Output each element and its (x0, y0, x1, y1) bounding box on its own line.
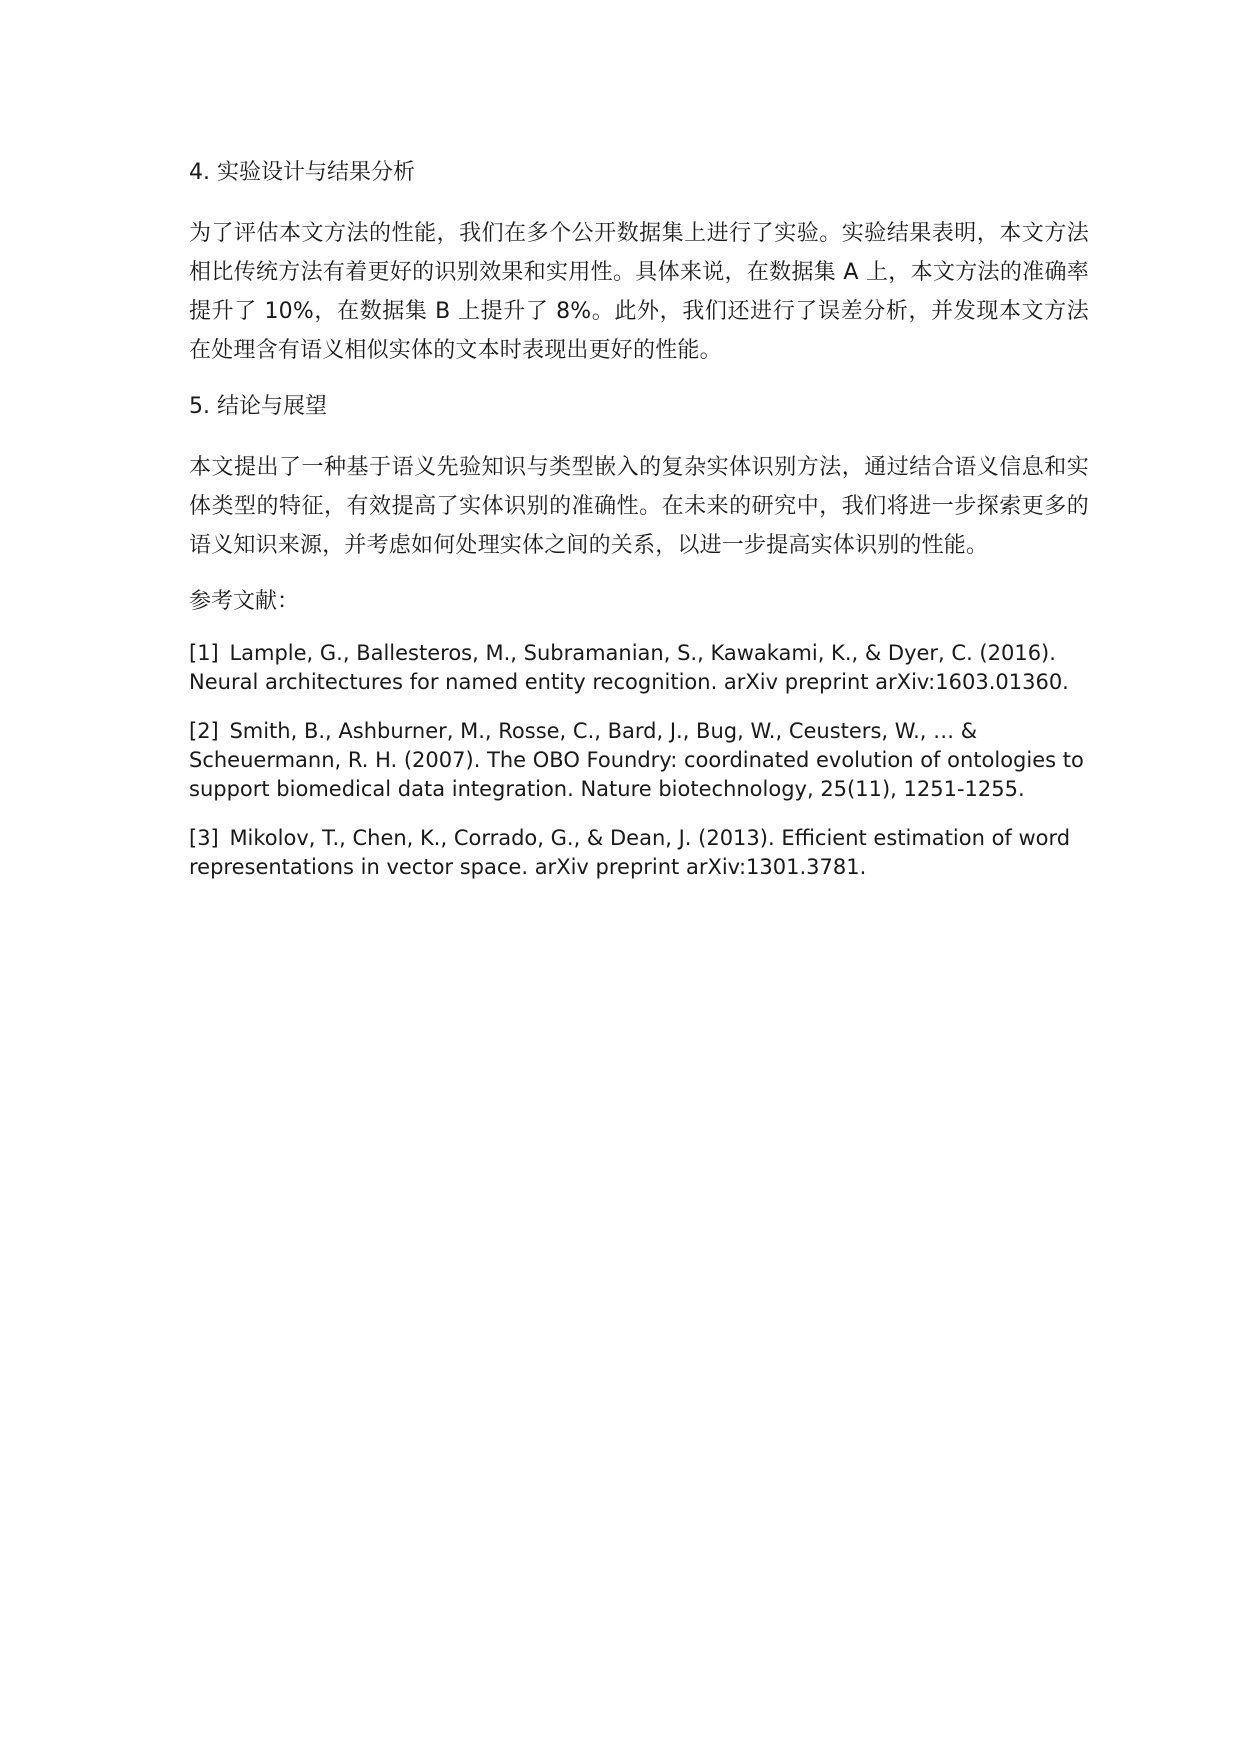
reference-number: [3] (189, 826, 219, 850)
reference-text: Lample, G., Ballesteros, M., Subramanian, S., Kawakami, K., & Dyer, C. (2016). Neural architectures for named entity recognition. arXiv preprint arXiv:1603.01360. (189, 641, 1069, 694)
reference-number: [2] (189, 719, 219, 743)
reference-text: Mikolov, T., Chen, K., Corrado, G., & Dean, J. (2013). Efficient estimation of word representations in vector space. arXiv preprint arXiv:1301.3781. (189, 826, 1071, 879)
references-title: 参考文献： (189, 589, 300, 614)
section-heading-experiments: 4. 实验设计与结果分析 (189, 160, 415, 185)
section-paragraph-experiments: 为了评估本文方法的性能，我们在多个公开数据集上进行了实验。实验结果表明，本文方法相比传统方法有着更好的识别效果和实用性。具体来说，在数据集 A 上，本文方法的准确率提升了 10%，在数据集 B 上提升了 8%。此外，我们还进行了误差分析，并发现本文方法在处理含有语义相似实体的文本时表现出更好的性能。 (189, 221, 1089, 363)
document-page (189, 158, 1089, 902)
reference-number: [1] (189, 641, 219, 665)
reference-item (189, 717, 1089, 804)
reference-item (189, 824, 1089, 882)
section-heading-conclusion: 5. 结论与展望 (189, 394, 327, 419)
reference-item (189, 639, 1089, 697)
reference-text: Smith, B., Ashburner, M., Rosse, C., Bard, J., Bug, W., Ceusters, W., … & Scheuermann, R. H. (2007). The OBO Foundry: coordinated evolution of ontologies to support biomedical data integration. Nature biotechnology, 25(11), 1251-1255. (189, 719, 1084, 801)
section-paragraph-conclusion: 本文提出了一种基于语义先验知识与类型嵌入的复杂实体识别方法，通过结合语义信息和实体类型的特征，有效提高了实体识别的准确性。在未来的研究中，我们将进一步探索更多的语义知识来源，并考虑如何处理实体之间的关系，以进一步提高实体识别的性能。 (189, 455, 1089, 558)
